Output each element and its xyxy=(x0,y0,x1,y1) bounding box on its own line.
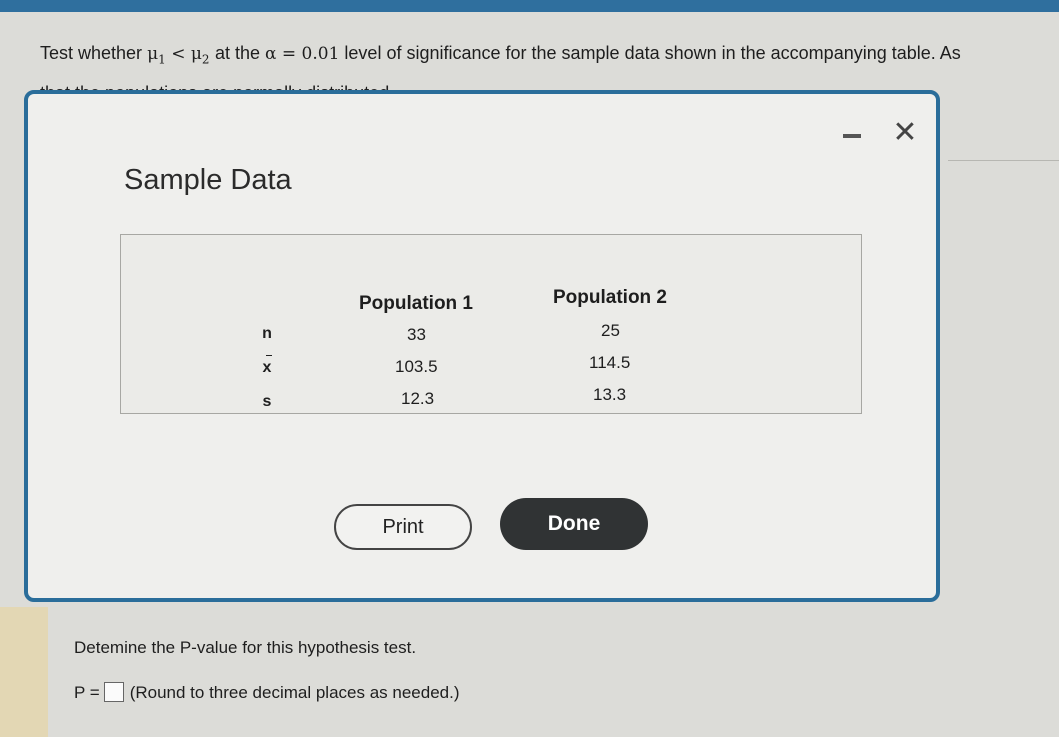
row-label-x-bar xyxy=(257,359,277,377)
row-label-s: s xyxy=(262,393,272,410)
p-value-prompt: Detemine the P-value for this hypothesis test. xyxy=(74,638,417,657)
dialog-title: Sample Data xyxy=(124,164,292,196)
sample-data-dialog xyxy=(24,90,940,602)
mu-symbol: μ xyxy=(147,44,159,64)
rounding-note: (Round to three decimal places as needed.) xyxy=(129,683,460,702)
column-header-population-2: Population 2 xyxy=(553,287,667,308)
done-button[interactable]: Done xyxy=(500,498,648,550)
cell-sd-pop1: 12.3 xyxy=(401,389,435,408)
hypothesis-expression xyxy=(147,44,215,67)
question-part-3: level of significance for the sample data shown in the accompanying table. As xyxy=(344,43,961,63)
answer-row xyxy=(74,682,460,703)
close-icon[interactable]: ✕ xyxy=(892,115,918,150)
side-panel-edge xyxy=(0,607,48,737)
question-part-2: at the xyxy=(214,43,260,63)
cell-n-pop1: 33 xyxy=(407,325,426,344)
row-label-n: n xyxy=(262,325,272,342)
p-value-input[interactable] xyxy=(104,682,124,702)
divider-line xyxy=(948,160,1059,161)
question-part-1: Test whether xyxy=(40,43,143,63)
mu-subscript-2: 2 xyxy=(201,52,210,67)
mu-symbol: μ xyxy=(190,44,202,64)
question-line-1 xyxy=(40,36,1059,76)
alpha-expression: α = 0.01 xyxy=(265,44,340,64)
print-button[interactable]: Print xyxy=(334,504,472,550)
cell-n-pop2: 25 xyxy=(601,321,620,340)
cell-mean-pop1: 103.5 xyxy=(395,357,438,376)
cell-sd-pop2: 13.3 xyxy=(593,385,627,404)
column-header-population-1: Population 1 xyxy=(359,293,473,314)
mu-subscript-1: 1 xyxy=(158,52,166,67)
x-bar-symbol: x xyxy=(262,359,272,376)
answer-label: P = xyxy=(74,683,100,702)
less-than-symbol: < xyxy=(171,44,186,64)
top-bar xyxy=(0,0,1059,12)
sample-data-table xyxy=(120,234,862,414)
minimize-icon[interactable] xyxy=(843,134,861,138)
cell-mean-pop2: 114.5 xyxy=(589,353,631,372)
